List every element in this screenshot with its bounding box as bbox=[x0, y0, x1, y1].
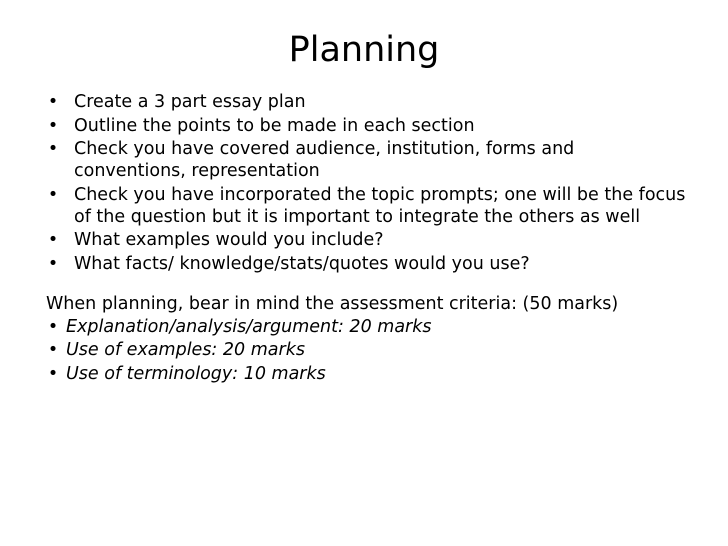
criteria-item bbox=[46, 316, 691, 338]
criteria-intro: When planning, bear in mind the assessment criteria: (50 marks) bbox=[46, 293, 619, 314]
planning-list bbox=[46, 91, 691, 275]
list-item bbox=[46, 253, 691, 275]
bullet-icon: • bbox=[47, 253, 59, 274]
list-item bbox=[46, 91, 691, 113]
criteria-item-text: Use of examples: 20 marks bbox=[66, 340, 305, 360]
bullet-icon: • bbox=[47, 115, 59, 136]
list-item bbox=[46, 229, 691, 251]
criteria-item-text: Explanation/analysis/argument: 20 marks bbox=[66, 316, 432, 337]
list-item-text: What examples would you include? bbox=[74, 230, 384, 250]
list-item bbox=[46, 184, 691, 228]
list-item-text: Check you have covered audience, institution, forms and conventions, representation bbox=[74, 139, 575, 181]
list-item-text: Create a 3 part essay plan bbox=[74, 92, 306, 112]
bullet-icon: • bbox=[47, 363, 59, 384]
slide-content bbox=[46, 91, 691, 386]
bullet-icon: • bbox=[47, 184, 59, 205]
criteria-item bbox=[46, 363, 691, 385]
criteria-list bbox=[46, 316, 691, 385]
list-item bbox=[46, 138, 691, 182]
list-item-text: Check you have incorporated the topic prompts; one will be the focus of the question but it is important to integrate the others as well bbox=[74, 184, 686, 227]
bullet-icon: • bbox=[47, 316, 59, 337]
list-item bbox=[46, 115, 691, 137]
list-item-text: What facts/ knowledge/stats/quotes would you use? bbox=[74, 253, 530, 274]
bullet-icon: • bbox=[47, 340, 59, 360]
list-item-text: Outline the points to be made in each section bbox=[74, 115, 475, 136]
bullet-icon: • bbox=[47, 139, 59, 159]
criteria-item bbox=[46, 339, 691, 361]
bullet-icon: • bbox=[47, 230, 59, 250]
bullet-icon: • bbox=[47, 92, 59, 112]
criteria-item-text: Use of terminology: 10 marks bbox=[66, 363, 326, 384]
slide-title: Planning bbox=[288, 30, 440, 70]
